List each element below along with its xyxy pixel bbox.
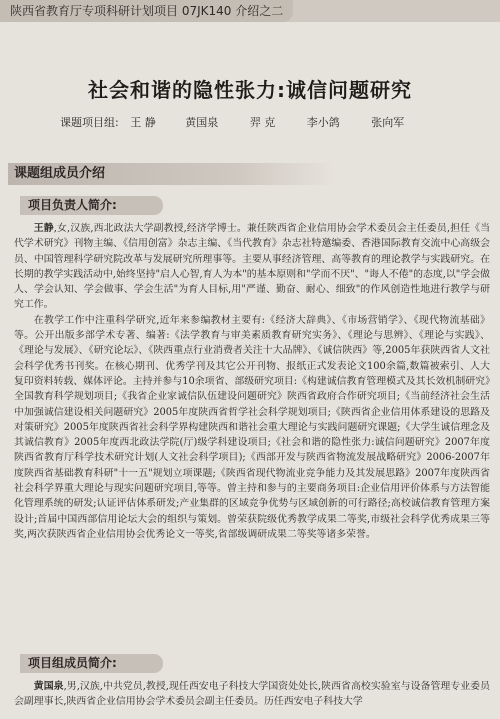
leader-heading: 项目负责人简介: bbox=[20, 196, 163, 215]
member-name: 羿 克 bbox=[249, 116, 276, 129]
member-name: 张向军 bbox=[371, 116, 405, 129]
article-title: 社会和谐的隐性张力:诚信问题研究 bbox=[88, 78, 412, 102]
member-name: 李小鸽 bbox=[306, 116, 340, 129]
members-label: 课题项目组: bbox=[60, 116, 119, 129]
member-paragraph: 黄国泉,男,汉族,中共党员,教授,现任西安电子科技大学国资处处长,陕西省高校实验室与设备管理专业委员会副理事长,陕西省企业信用协会学术委员会副主任委员。历任西安电子科技大学 bbox=[14, 681, 490, 708]
member-name-bold: 黄国泉 bbox=[33, 681, 64, 692]
section-heading: 课题组成员介绍 bbox=[8, 163, 334, 185]
leader-paragraph-1: 王静,女,汉族,西北政法大学副教授,经济学博士。兼任陕西省企业信用协会学术委员会主任委员,担任《当代学术研究》刊物主编、《信用创富》杂志主编、《当代教育》杂志社特邀编委、香港国际教育交流中心高级会员、中国管理科学研究院改革与发展研究所理事等。主要从事经济管理、高等教育的理论教学与实践研究。在长期的教学实践活动中,始终坚持"启人心智,育人为本"的基本原则和"学而不厌"、"诲人不倦"的态度,以"学会做人、学会认知、学会做事、学会生活"为育人目标,用"严谨、勤奋、耐心、细致"的作风创造性地进行教学与研究工作。 bbox=[14, 223, 490, 311]
member-name: 黄国泉 bbox=[185, 116, 219, 129]
member-bio bbox=[14, 679, 490, 710]
member-name: 王 静 bbox=[130, 116, 156, 129]
series-tag: 陕西省教育厅专项科研计划项目 07JK140 介绍之二 bbox=[0, 0, 293, 22]
leader-name: 王静 bbox=[33, 223, 54, 234]
members-heading: 项目组成员简介: bbox=[20, 654, 163, 673]
project-members bbox=[60, 114, 412, 130]
leader-paragraph-2: 在教学工作中注重科学研究,近年来参编教材主要有:《经济大辞典》、《市场营销学》、《现代物流基础》等。公开出版多部学术专著、编著:《法学教育与审美素质教育研究实务》、《理论与思辨》、《理论与实践》、《理论与发展》、《研究论坛》、《陕西重点行业消费者关注十大品牌》、《诚信陕西》等,2005年获陕西省人文社会科学优秀书刊奖。在核心期刊、优秀学刊及其它公开刊物、报纸正式发表论文100余篇,数篇被索引、人大复印资料转载、媒体评论。主持并参与10余项省、部级研究项目:《构建诚信教育管理模式及其长效机制研究》全国教育科学规划项目;《我省企业家诚信队伍建设问题研究》陕西省政府合作研究项目;《当前经济社会生活中加强诚信建设相关问题研究》2005年度陕西省哲学社会科学规划项目;《陕西省企业信用体系建设的思路及对策研究》2005年度陕西省社会科学界构建陕西和谐社会重大理论与实践问题研究课题;《大学生诚信理念及其诚信教育》2005年度西北政法学院(厅)级学科建设项目;《社会和谐的隐性张力:诚信问题研究》2007年度陕西省教育厅科学技术研究计划(人文社会科学项目);《西部开发与陕西省物流发展战略研究》2006-2007年度陕西省基础教育科研"十一五"规划立项课题;《陕西省现代物流业竞争能力及其发展思路》2007年度陕西省社会科学界重大理论与现实问题研究项目,等等。曾主持和参与的主要商务项目:企业信用评价体系与方法智能化管理系统的研发;认证评估体系研发;产业集群的区域竞争优势与区域创新的可行路径;高校诚信教育管理方案设计;首届中国西部信用论坛大会的组织与策划。曾荣获院级优秀教学成果二等奖,市级社会科学优秀成果三等奖,两次获陕西省企业信用协会优秀论文一等奖,省部级调研成果二等奖等诸多荣誉。 bbox=[14, 314, 490, 540]
header-band bbox=[0, 0, 500, 22]
leader-bio bbox=[14, 221, 490, 542]
